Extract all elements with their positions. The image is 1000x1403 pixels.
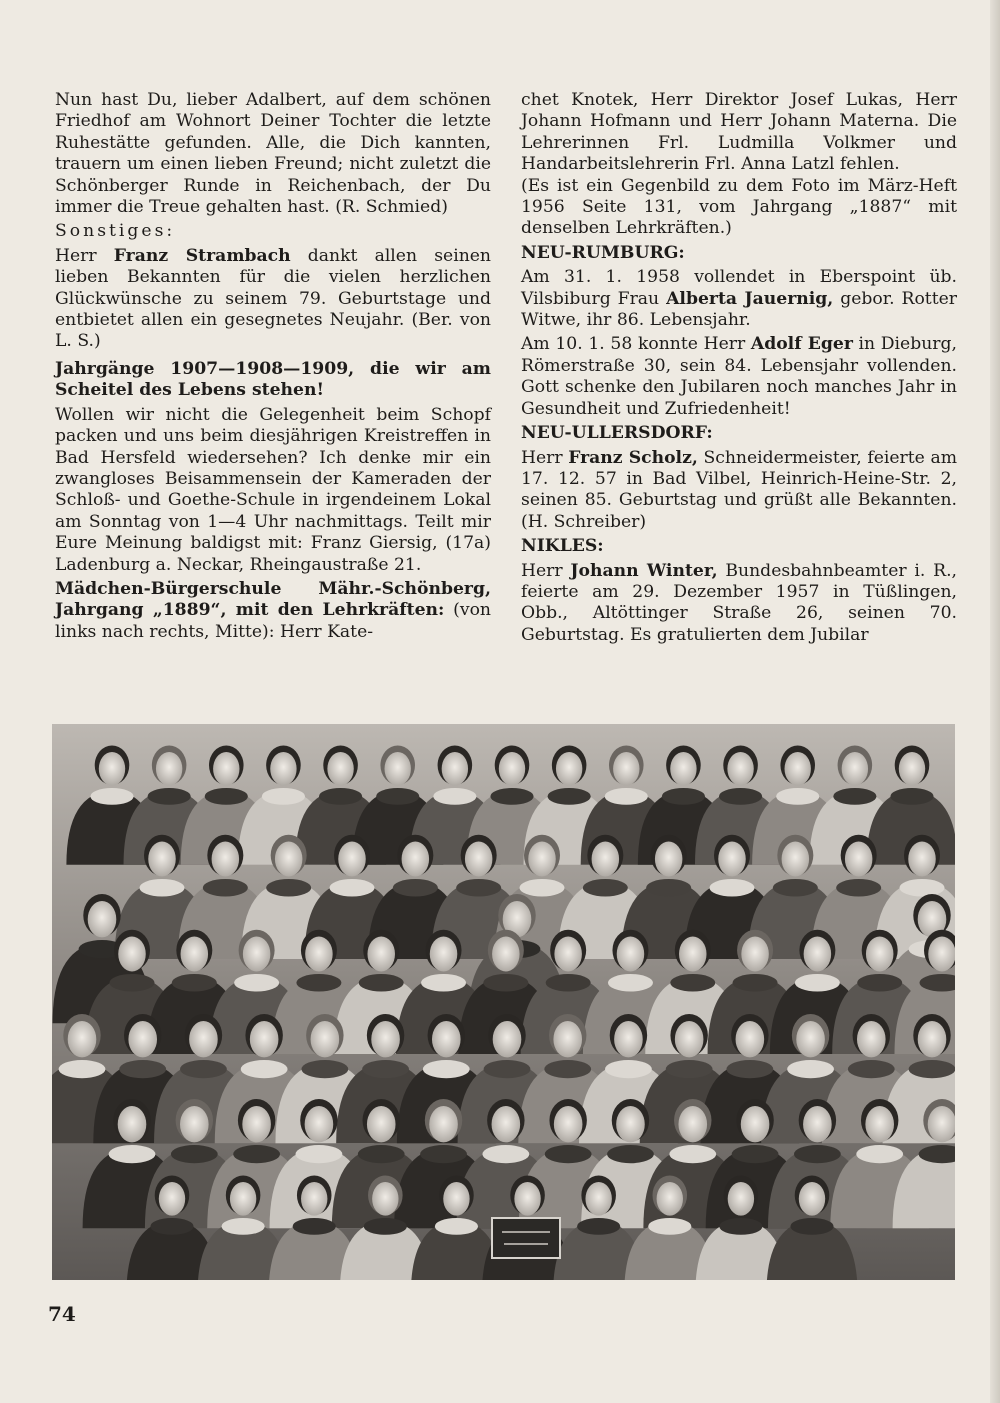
- person-face: [156, 752, 182, 786]
- person-collar: [605, 788, 648, 805]
- person-collar: [607, 1145, 654, 1163]
- person-face: [367, 1106, 396, 1142]
- person-collar: [234, 974, 279, 992]
- person-collar: [171, 1145, 218, 1163]
- person-collar: [421, 974, 466, 992]
- person-face: [803, 1106, 832, 1142]
- person-collar: [110, 974, 155, 992]
- person-collar: [787, 1060, 834, 1078]
- person-face: [675, 1021, 704, 1057]
- photo-caption-note: (Es ist ein Gegenbild zu dem Foto im März-Heft 1956 Seite 131, vom Jahrgang „1887“ mit denselben Lehrkräften.): [521, 175, 957, 239]
- person-collar: [857, 974, 902, 992]
- person-collar: [222, 1218, 265, 1235]
- person-collar: [909, 1060, 955, 1078]
- person-face: [442, 752, 468, 786]
- person-face: [499, 752, 525, 786]
- person-collar: [646, 879, 691, 897]
- person-face: [670, 752, 696, 786]
- right-column: [521, 90, 957, 649]
- person-collar: [544, 1060, 591, 1078]
- person-face: [617, 937, 645, 972]
- person-face: [118, 1106, 147, 1142]
- person-face: [338, 842, 366, 877]
- person-face: [842, 752, 868, 786]
- person-face: [128, 1021, 157, 1057]
- person-face: [270, 752, 296, 786]
- person-face: [243, 937, 271, 972]
- person-collar: [90, 788, 133, 805]
- eger-name: Adolf Eger: [750, 334, 853, 355]
- person-collar: [59, 1060, 106, 1078]
- person-collar: [293, 1218, 336, 1235]
- person-face: [918, 1021, 947, 1057]
- scholz-paragraph: Herr Franz Scholz, Schneidermeister, feierte am 17. 12. 57 in Bad Vilbel, Heinrich-Heine-Str. 2, seinen 85. Geburtstag und grüßt alle Bekannten. (H. Schreiber): [521, 447, 957, 532]
- class-group-photo: [52, 724, 955, 1280]
- photo-caption-continued: chet Knotek, Herr Direktor Josef Lukas, Herr Johann Hofmann und Herr Johann Materna. Die Lehrerinnen Frl. Ludmilla Volkmer und Handarbeitslehrerin Frl. Anna Latzl fehlen.: [521, 90, 957, 175]
- person-collar: [719, 788, 762, 805]
- people-group: [52, 746, 955, 1280]
- person-collar: [319, 788, 362, 805]
- section-heading-neu-ullersdorf: NEU-ULLERSDORF:: [521, 423, 713, 444]
- person-collar: [362, 1060, 409, 1078]
- person-face: [728, 1182, 754, 1216]
- person-collar: [483, 974, 528, 992]
- person-face: [741, 937, 769, 972]
- person-collar: [795, 974, 840, 992]
- strambach-paragraph: Herr Franz Strambach dankt allen seinen lieben Bekannten für die vielen herzlichen Glückwünsche zu seinem 79. Geburtstage und entbietet allen ein gesegnetes Neujahr. (Ber. von L. S.): [55, 245, 491, 352]
- caption-bold: Mädchen-Bürgerschule Mähr.-Schönberg, Jahrgang „1889“, mit den Lehrkräften:: [55, 578, 491, 621]
- slate-board: [492, 1218, 560, 1258]
- page-number: 74: [48, 1302, 76, 1326]
- photo-caption-start: Mädchen-Bürgerschule Mähr.-Schönberg, Jahrgang „1889“, mit den Lehrkräften: (von links nach rechts, Mitte): Herr Kate-: [55, 578, 491, 642]
- person-face: [492, 937, 520, 972]
- person-collar: [732, 1145, 779, 1163]
- scholz-name: Franz Scholz,: [568, 447, 698, 468]
- person-face: [371, 1021, 400, 1057]
- obituary-paragraph: Nun hast Du, lieber Adalbert, auf dem schönen Friedhof am Wohnort Deiner Tochter die letzte Ruhestätte gefunden. Alle, die Dich kannten, trauern um einen lieben Freund; nicht zuletzt die Schönberger Runde in Reichenbach, der Du immer die Treue gehalten hast. (R. Schmied): [55, 90, 491, 218]
- person-face: [367, 937, 395, 972]
- person-collar: [605, 1060, 652, 1078]
- person-face: [148, 842, 176, 877]
- person-collar: [733, 974, 778, 992]
- person-collar: [833, 788, 876, 805]
- section-heading-sonstiges: Sonstiges:: [55, 221, 176, 242]
- person-face: [430, 937, 458, 972]
- person-collar: [358, 1145, 405, 1163]
- person-face: [429, 1106, 458, 1142]
- person-collar: [548, 788, 591, 805]
- person-face: [372, 1182, 398, 1216]
- person-face: [465, 842, 493, 877]
- person-face: [718, 842, 746, 877]
- person-face: [385, 752, 411, 786]
- person-collar: [520, 879, 565, 897]
- person-face: [250, 1021, 279, 1057]
- person-collar: [180, 1060, 227, 1078]
- person-face: [928, 937, 955, 972]
- person-collar: [836, 879, 881, 897]
- person-face: [432, 1021, 461, 1057]
- person-face: [189, 1021, 218, 1057]
- person-collar: [435, 1218, 478, 1235]
- person-collar: [484, 1060, 531, 1078]
- person-face: [554, 1106, 583, 1142]
- section-heading-neu-rumburg: NEU-RUMBURG:: [521, 242, 685, 263]
- person-collar: [794, 1145, 841, 1163]
- person-face: [402, 842, 430, 877]
- person-collar: [296, 974, 341, 992]
- person-face: [679, 937, 707, 972]
- person-collar: [420, 1145, 467, 1163]
- person-face: [613, 752, 639, 786]
- person-collar: [900, 879, 945, 897]
- person-face: [799, 1182, 825, 1216]
- person-face: [845, 842, 873, 877]
- person-face: [493, 1021, 522, 1057]
- person-collar: [577, 1218, 620, 1235]
- person-face: [212, 842, 240, 877]
- person-face: [159, 1182, 185, 1216]
- person-collar: [773, 879, 818, 897]
- person-collar: [666, 1060, 713, 1078]
- winter-paragraph: Herr Johann Winter, Bundesbahnbeamter i. R., feierte am 29. Dezember 1957 in Tüßlingen, Obb., Altöttinger Straße 26, seinen 70. Geburtstag. Es gratulierten dem Jubilar: [521, 560, 957, 645]
- person-collar: [608, 974, 653, 992]
- person-face: [305, 937, 333, 972]
- person-face: [736, 1021, 765, 1057]
- person-face: [928, 1106, 955, 1142]
- person-face: [181, 937, 209, 972]
- person-face: [528, 842, 556, 877]
- person-collar: [359, 974, 404, 992]
- person-collar: [648, 1218, 691, 1235]
- person-collar: [172, 974, 217, 992]
- page-edge-shadow: [990, 0, 1000, 1403]
- person-collar: [890, 788, 933, 805]
- person-face: [180, 1106, 209, 1142]
- person-face: [804, 937, 832, 972]
- person-collar: [148, 788, 191, 805]
- person-face: [443, 1182, 469, 1216]
- person-face: [99, 752, 125, 786]
- person-collar: [456, 879, 501, 897]
- person-face: [118, 937, 146, 972]
- person-face: [305, 1106, 334, 1142]
- person-collar: [719, 1218, 762, 1235]
- person-collar: [848, 1060, 895, 1078]
- winter-name: Johann Winter,: [570, 560, 718, 581]
- person-collar: [119, 1060, 166, 1078]
- person-face: [865, 1106, 894, 1142]
- person-collar: [545, 1145, 592, 1163]
- person-collar: [330, 879, 375, 897]
- person-face: [301, 1182, 327, 1216]
- person-face: [514, 1182, 540, 1216]
- person-collar: [241, 1060, 288, 1078]
- section-heading-nikles: NIKLES:: [521, 536, 604, 557]
- person-collar: [669, 1145, 716, 1163]
- person-collar: [262, 788, 305, 805]
- person-face: [592, 842, 620, 877]
- section-heading-jahrgaenge: Jahrgänge 1907—1908—1909, die wir am Scheitel des Lebens stehen!: [55, 358, 491, 401]
- person-face: [655, 842, 683, 877]
- person-face: [242, 1106, 271, 1142]
- person-collar: [140, 879, 185, 897]
- person-collar: [776, 788, 819, 805]
- person-collar: [482, 1145, 529, 1163]
- person-face: [741, 1106, 770, 1142]
- person-face: [556, 752, 582, 786]
- person-collar: [726, 1060, 773, 1078]
- person-face: [866, 937, 894, 972]
- person-collar: [364, 1218, 407, 1235]
- person-collar: [150, 1218, 193, 1235]
- person-face: [899, 752, 925, 786]
- person-collar: [301, 1060, 348, 1078]
- jauernig-paragraph: Am 31. 1. 1958 vollendet in Eberspoint üb. Vilsbiburg Frau Alberta Jauernig, gebor. Rotter Witwe, ihr 86. Lebensjahr.: [521, 267, 957, 331]
- person-face: [616, 1106, 645, 1142]
- person-collar: [546, 974, 591, 992]
- person-collar: [423, 1060, 470, 1078]
- person-face: [88, 901, 117, 937]
- person-collar: [710, 879, 755, 897]
- person-face: [230, 1182, 256, 1216]
- person-face: [678, 1106, 707, 1142]
- left-column: [55, 90, 491, 646]
- person-collar: [266, 879, 311, 897]
- person-face: [492, 1106, 521, 1142]
- person-collar: [662, 788, 705, 805]
- person-face: [327, 752, 353, 786]
- person-collar: [203, 879, 248, 897]
- person-face: [275, 842, 303, 877]
- person-collar: [856, 1145, 903, 1163]
- person-face: [782, 842, 810, 877]
- jauernig-name: Alberta Jauernig,: [666, 288, 834, 309]
- person-face: [908, 842, 936, 877]
- person-collar: [433, 788, 476, 805]
- person-face: [68, 1021, 97, 1057]
- person-collar: [670, 974, 715, 992]
- person-face: [585, 1182, 611, 1216]
- person-face: [213, 752, 239, 786]
- person-collar: [109, 1145, 156, 1163]
- person-face: [785, 752, 811, 786]
- person-face: [554, 937, 582, 972]
- person-face: [553, 1021, 582, 1057]
- person-collar: [296, 1145, 343, 1163]
- person-face: [857, 1021, 886, 1057]
- person-collar: [205, 788, 248, 805]
- person-face: [311, 1021, 340, 1057]
- eger-paragraph: Am 10. 1. 58 konnte Herr Adolf Eger in Dieburg, Römerstraße 30, sein 84. Lebensjahr vollenden. Gott schenke den Jubilaren noch manches Jahr in Gesundheit und Zufriedenheit!: [521, 334, 957, 419]
- person-face: [727, 752, 753, 786]
- person-collar: [376, 788, 419, 805]
- giersig-paragraph: Wollen wir nicht die Gelegenheit beim Schopf packen und uns beim diesjährigen Kreistreffen in Bad Hersfeld wiedersehen? Ich denke mir ein zwangloses Beisammensein der Kameraden der Schloß- und Goethe-Schule in irgendeinem Lokal am Sonntag von 1—4 Uhr nachmittags. Teilt mir Eure Meinung baldigst mit: Franz Giersig, (17a) Ladenburg a. Neckar, Rheingaustraße 21.: [55, 404, 491, 575]
- strambach-name: Franz Strambach: [113, 245, 291, 266]
- person-collar: [790, 1218, 833, 1235]
- person-collar: [583, 879, 628, 897]
- person-face: [657, 1182, 683, 1216]
- person-collar: [233, 1145, 280, 1163]
- person-face: [796, 1021, 825, 1057]
- person-collar: [393, 879, 438, 897]
- class-photo-illustration: [52, 724, 955, 1280]
- person-face: [614, 1021, 643, 1057]
- person-collar: [490, 788, 533, 805]
